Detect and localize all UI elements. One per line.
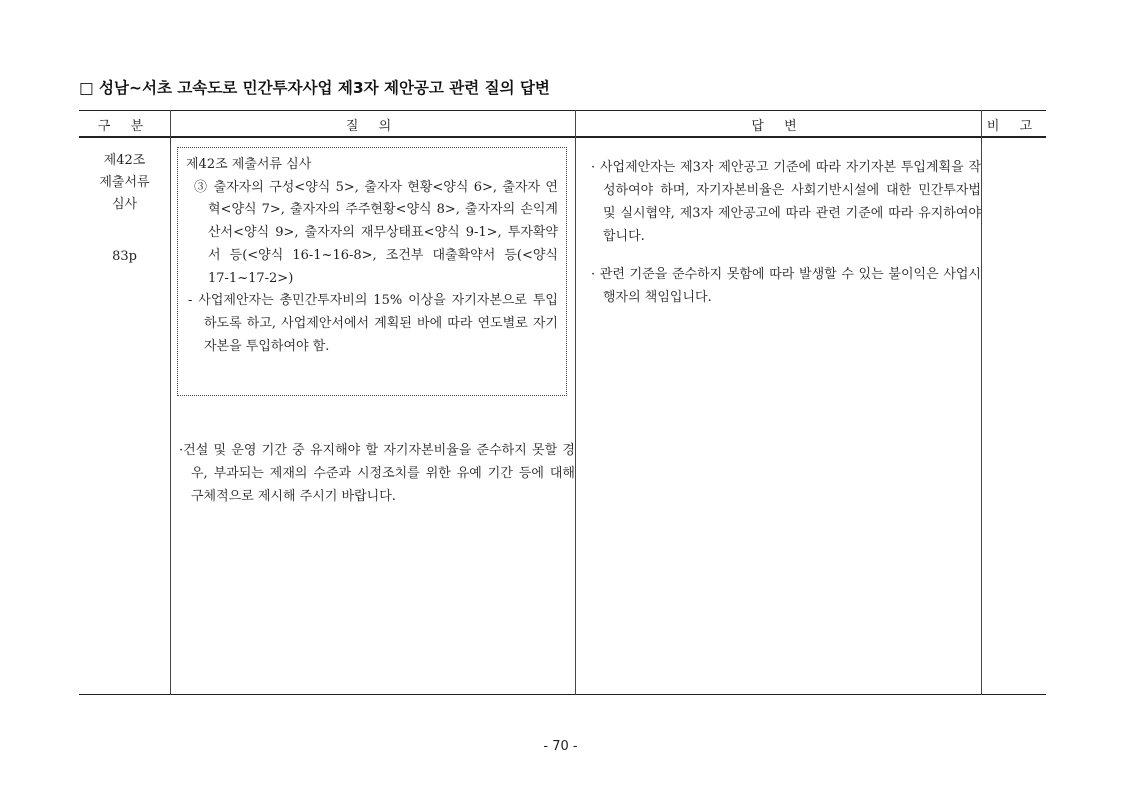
page-number: - 70 - [543, 739, 578, 754]
header-divider [79, 136, 1046, 138]
category-article: 제42조 [103, 153, 146, 168]
document-title: □ 성남~서초 고속도로 민간투자사업 제3자 제안공고 관련 질의 답변 [79, 79, 550, 97]
column-divider [170, 110, 171, 695]
header-question: 질 의 [345, 119, 400, 134]
category-page-ref: 83p [112, 249, 137, 264]
category-name-line1: 제출서류 [99, 175, 150, 190]
column-divider [981, 110, 982, 695]
column-divider [575, 110, 576, 695]
question-text: ·건설 및 운영 기간 중 유지해야 할 자기자본비율을 준수하지 못할 경우, 부과되는 제재의 수준과 시정조치를 위한 유예 기간 등에 대해 구체적으로 제시해 주시기 바랍니다. [179, 443, 575, 504]
answer-cell [589, 156, 981, 324]
remarks-cell [982, 140, 1046, 160]
category-cell [79, 150, 170, 268]
quoted-clause-box [177, 147, 567, 396]
table-top-border [79, 110, 1046, 111]
qa-table [79, 110, 1046, 696]
table-bottom-border [79, 694, 1046, 695]
header-answer: 답 변 [751, 119, 805, 134]
answer-paragraph-1: · 사업제안자는 제3자 제안공고 기준에 따라 자기자본 투입계획을 작성하여야 하며, 자기자본비율은 사회기반시설에 대한 민간투자법 및 실시협약, 제3자 제안공고에 따라 관련 기준에 따라 유지하여야 합니다. [591, 160, 981, 244]
header-remarks: 비 고 [986, 119, 1041, 134]
header-category: 구 분 [97, 119, 152, 134]
clause-item: ③ 출자자의 구성<양식 5>, 출자자 현황<양식 6>, 출자자 연혁<양식 7>, 출자자의 주주현황<양식 8>, 출자자의 손익계산서<양식 9>, 출자자의 재무상태표<양식 9-1>, 투자확약서 등(<양식 16-1~16-8>, 조건부 대출확약서 등(<양식 17-1~17-2>) [194, 179, 558, 286]
clause-heading: 제42조 제출서류 심사 [186, 157, 312, 172]
clause-note: - 사업제안자는 총민간투자비의 15% 이상을 자기자본으로 투입하도록 하고, 사업제안서에서 계획된 바에 따라 연도별로 자기자본을 투입하여야 함. [188, 293, 558, 354]
category-name-line2: 심사 [111, 197, 138, 212]
answer-paragraph-2: · 관련 기준을 준수하지 못함에 따라 발생할 수 있는 불이익은 사업시행자의 책임입니다. [591, 267, 981, 305]
